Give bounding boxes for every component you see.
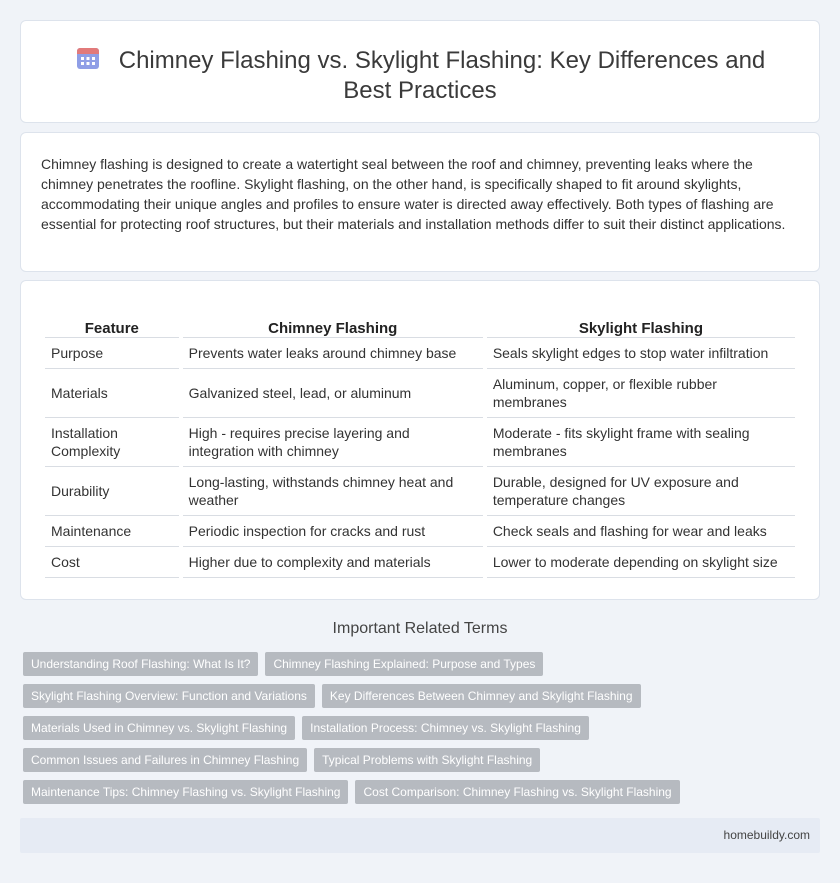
calendar-icon (75, 45, 101, 71)
table-row (45, 467, 795, 516)
page-title: Chimney Flashing vs. Skylight Flashing: Key Differences and Best Practices (118, 47, 766, 104)
related-tag[interactable]: Chimney Flashing Explained: Purpose and Types (265, 652, 543, 676)
header-chimney: Chimney Flashing (183, 314, 483, 338)
header-skylight: Skylight Flashing (487, 314, 795, 338)
related-tag[interactable]: Installation Process: Chimney vs. Skylight Flashing (302, 716, 589, 740)
cell-skylight: Check seals and flashing for wear and leaks (487, 516, 795, 547)
cell-skylight: Lower to moderate depending on skylight size (487, 547, 795, 578)
related-tag[interactable]: Understanding Roof Flashing: What Is It? (23, 652, 258, 676)
cell-feature: Materials (45, 369, 179, 418)
cell-chimney: Higher due to complexity and materials (183, 547, 483, 578)
cell-feature: Purpose (45, 338, 179, 369)
cell-chimney: Long-lasting, withstands chimney heat and weather (183, 467, 483, 516)
footer (20, 818, 820, 853)
cell-skylight: Seals skylight edges to stop water infiltration (487, 338, 795, 369)
table-row (45, 369, 795, 418)
intro-paragraph: Chimney flashing is designed to create a watertight seal between the roof and chimney, preventing leaks where the chimney penetrates the roofline. Skylight flashing, on the other hand, is specifically shaped to fit around skylights, accommodating their unique angles and profiles to ensure water is directed away effectively. Both types of flashing are essential for protecting roof structures, but their materials and installation methods differ to suit their distinct applications. (41, 156, 786, 232)
table-row (45, 547, 795, 578)
related-tag[interactable]: Cost Comparison: Chimney Flashing vs. Skylight Flashing (355, 780, 679, 804)
cell-feature: Installation Complexity (45, 418, 179, 467)
footer-site-link[interactable]: homebuildy.com (723, 828, 810, 842)
cell-skylight: Moderate - fits skylight frame with sealing membranes (487, 418, 795, 467)
related-tag[interactable]: Typical Problems with Skylight Flashing (314, 748, 540, 772)
table-header-row (45, 314, 795, 338)
cell-feature: Cost (45, 547, 179, 578)
related-tag[interactable]: Maintenance Tips: Chimney Flashing vs. Skylight Flashing (23, 780, 348, 804)
cell-chimney: Prevents water leaks around chimney base (183, 338, 483, 369)
cell-chimney: Periodic inspection for cracks and rust (183, 516, 483, 547)
cell-chimney: Galvanized steel, lead, or aluminum (183, 369, 483, 418)
header-feature: Feature (45, 314, 179, 338)
page-title-wrap (51, 45, 789, 106)
header-card (20, 20, 820, 123)
related-tag[interactable]: Skylight Flashing Overview: Function and Variations (23, 684, 315, 708)
cell-skylight: Durable, designed for UV exposure and temperature changes (487, 467, 795, 516)
cell-feature: Durability (45, 467, 179, 516)
comparison-table (41, 314, 799, 578)
related-terms-list (23, 652, 803, 812)
related-tag[interactable]: Key Differences Between Chimney and Skylight Flashing (322, 684, 641, 708)
table-row (45, 338, 795, 369)
comparison-table-card (20, 280, 820, 600)
cell-chimney: High - requires precise layering and integration with chimney (183, 418, 483, 467)
cell-feature: Maintenance (45, 516, 179, 547)
table-row (45, 516, 795, 547)
related-tag[interactable]: Common Issues and Failures in Chimney Flashing (23, 748, 307, 772)
intro-card (20, 132, 820, 272)
table-row (45, 418, 795, 467)
related-tag[interactable]: Materials Used in Chimney vs. Skylight Flashing (23, 716, 295, 740)
related-terms-title: Important Related Terms (332, 620, 508, 637)
cell-skylight: Aluminum, copper, or flexible rubber membranes (487, 369, 795, 418)
